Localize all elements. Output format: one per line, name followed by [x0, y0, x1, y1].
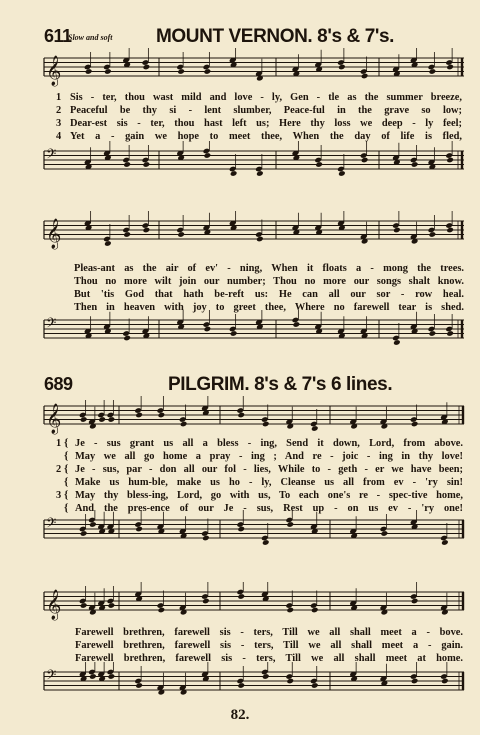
verse-line — [0, 639, 480, 652]
lyric-text: Peaceful be thy si - lent slumber, Peace-ful in the grave so low; — [70, 105, 462, 116]
lyric-text: Farewell brethren, farewell sis - ters, Till we all shall meet a - bove. — [75, 627, 463, 638]
verse-number: 2 — [56, 464, 62, 475]
hymn-689-header — [0, 374, 480, 398]
hymn-number: 611 — [44, 26, 72, 46]
page-number: 82. — [230, 707, 250, 723]
verse-brace: { — [64, 502, 69, 514]
verse-number: 3 — [56, 490, 62, 501]
hymn-title: PILGRIM. 8's & 7's 6 lines. — [168, 374, 393, 395]
verse-brace: { — [64, 476, 69, 488]
lyric-text: Dear-est sis - ter, thou hast left us; Here thy loss we deep - ly feel; — [70, 118, 462, 129]
verse-line — [0, 489, 480, 502]
verse-brace: { — [64, 450, 69, 462]
lyric-text: Thou no more wilt join our number; Thou no more our songs shalt know. — [74, 276, 464, 287]
bass-clef-icon: 𝄢 — [46, 315, 57, 334]
staff-bass — [0, 141, 480, 201]
lyric-text: Sis - ter, thou wast mild and love - ly, Gen - tle as the summer breeze, — [70, 92, 462, 103]
verse-line — [0, 275, 480, 288]
verse-line — [0, 91, 480, 104]
verse-line — [0, 262, 480, 275]
lyric-text: Make us hum-ble, make us ho - ly, Cleanse us all from ev - 'ry sin! — [75, 477, 463, 488]
lyric-text: May thy bless-ing, Lord, go with us, To each one's re - spec-tive home, — [75, 490, 463, 501]
verse-line — [0, 288, 480, 301]
verse-brace: { — [64, 437, 69, 449]
verse-number: 1 — [56, 92, 62, 103]
treble-clef-icon: 𝄞 — [46, 56, 62, 86]
hymn-number: 689 — [44, 374, 73, 394]
verse-line — [0, 117, 480, 130]
lyric-text: But 'tis God that hath be-reft us: He can all our sor - row heal. — [74, 289, 464, 300]
lyric-text: Je - sus grant us all a bless - ing, Send it down, Lord, from above. — [75, 438, 463, 449]
verse-number: 2 — [56, 105, 62, 116]
lyric-text: Then in heaven with joy to greet thee, Where no farewell tear is shed. — [74, 302, 464, 313]
treble-clef-icon: 𝄞 — [46, 404, 62, 434]
lyric-text: Yet a - gain we hope to meet thee, When the day of life is fled, — [70, 131, 462, 142]
verse-line — [0, 450, 480, 463]
verse-line — [0, 476, 480, 489]
tempo-marking: Slow and soft — [68, 33, 113, 42]
lyric-text: Pleas-ant as the air of ev' - ning, When it floats a - mong the trees. — [74, 263, 464, 274]
lyric-text: Farewell brethren, farewell sis - ters, Till we all shall meet a - gain. — [75, 640, 463, 651]
lyric-text: Farewell brethren, farewell sis - ters, Till we all shall meet at home. — [75, 653, 463, 664]
lyric-text: Je - sus, par - don all our fol - lies, While to - geth - er we have been; — [75, 464, 463, 475]
verse-line — [0, 626, 480, 639]
verse-line — [0, 437, 480, 450]
lyric-text: And the pres-ence of our Je - sus, Rest up - on us ev - 'ry one! — [75, 503, 463, 514]
staff-bass — [0, 662, 480, 710]
treble-clef-icon: 𝄞 — [46, 219, 62, 249]
bass-clef-icon: 𝄢 — [46, 515, 57, 534]
treble-clef-icon: 𝄞 — [46, 590, 62, 620]
bass-clef-icon: 𝄢 — [46, 667, 57, 686]
verse-line — [0, 104, 480, 117]
verse-number: 3 — [56, 118, 62, 129]
staff-bass — [0, 310, 480, 370]
staff-bass — [0, 510, 480, 570]
hymn-611-header — [0, 26, 480, 50]
bass-clef-icon: 𝄢 — [46, 146, 57, 165]
verse-line — [0, 463, 480, 476]
lyric-text: May we all go home a pray - ing ; And re - joic - ing in thy love! — [75, 451, 463, 462]
verse-brace: { — [64, 489, 69, 501]
hymn-title: MOUNT VERNON. 8's & 7's. — [156, 26, 395, 47]
verse-number: 4 — [56, 131, 62, 142]
verse-number: 1 — [56, 438, 62, 449]
verse-brace: { — [64, 463, 69, 475]
